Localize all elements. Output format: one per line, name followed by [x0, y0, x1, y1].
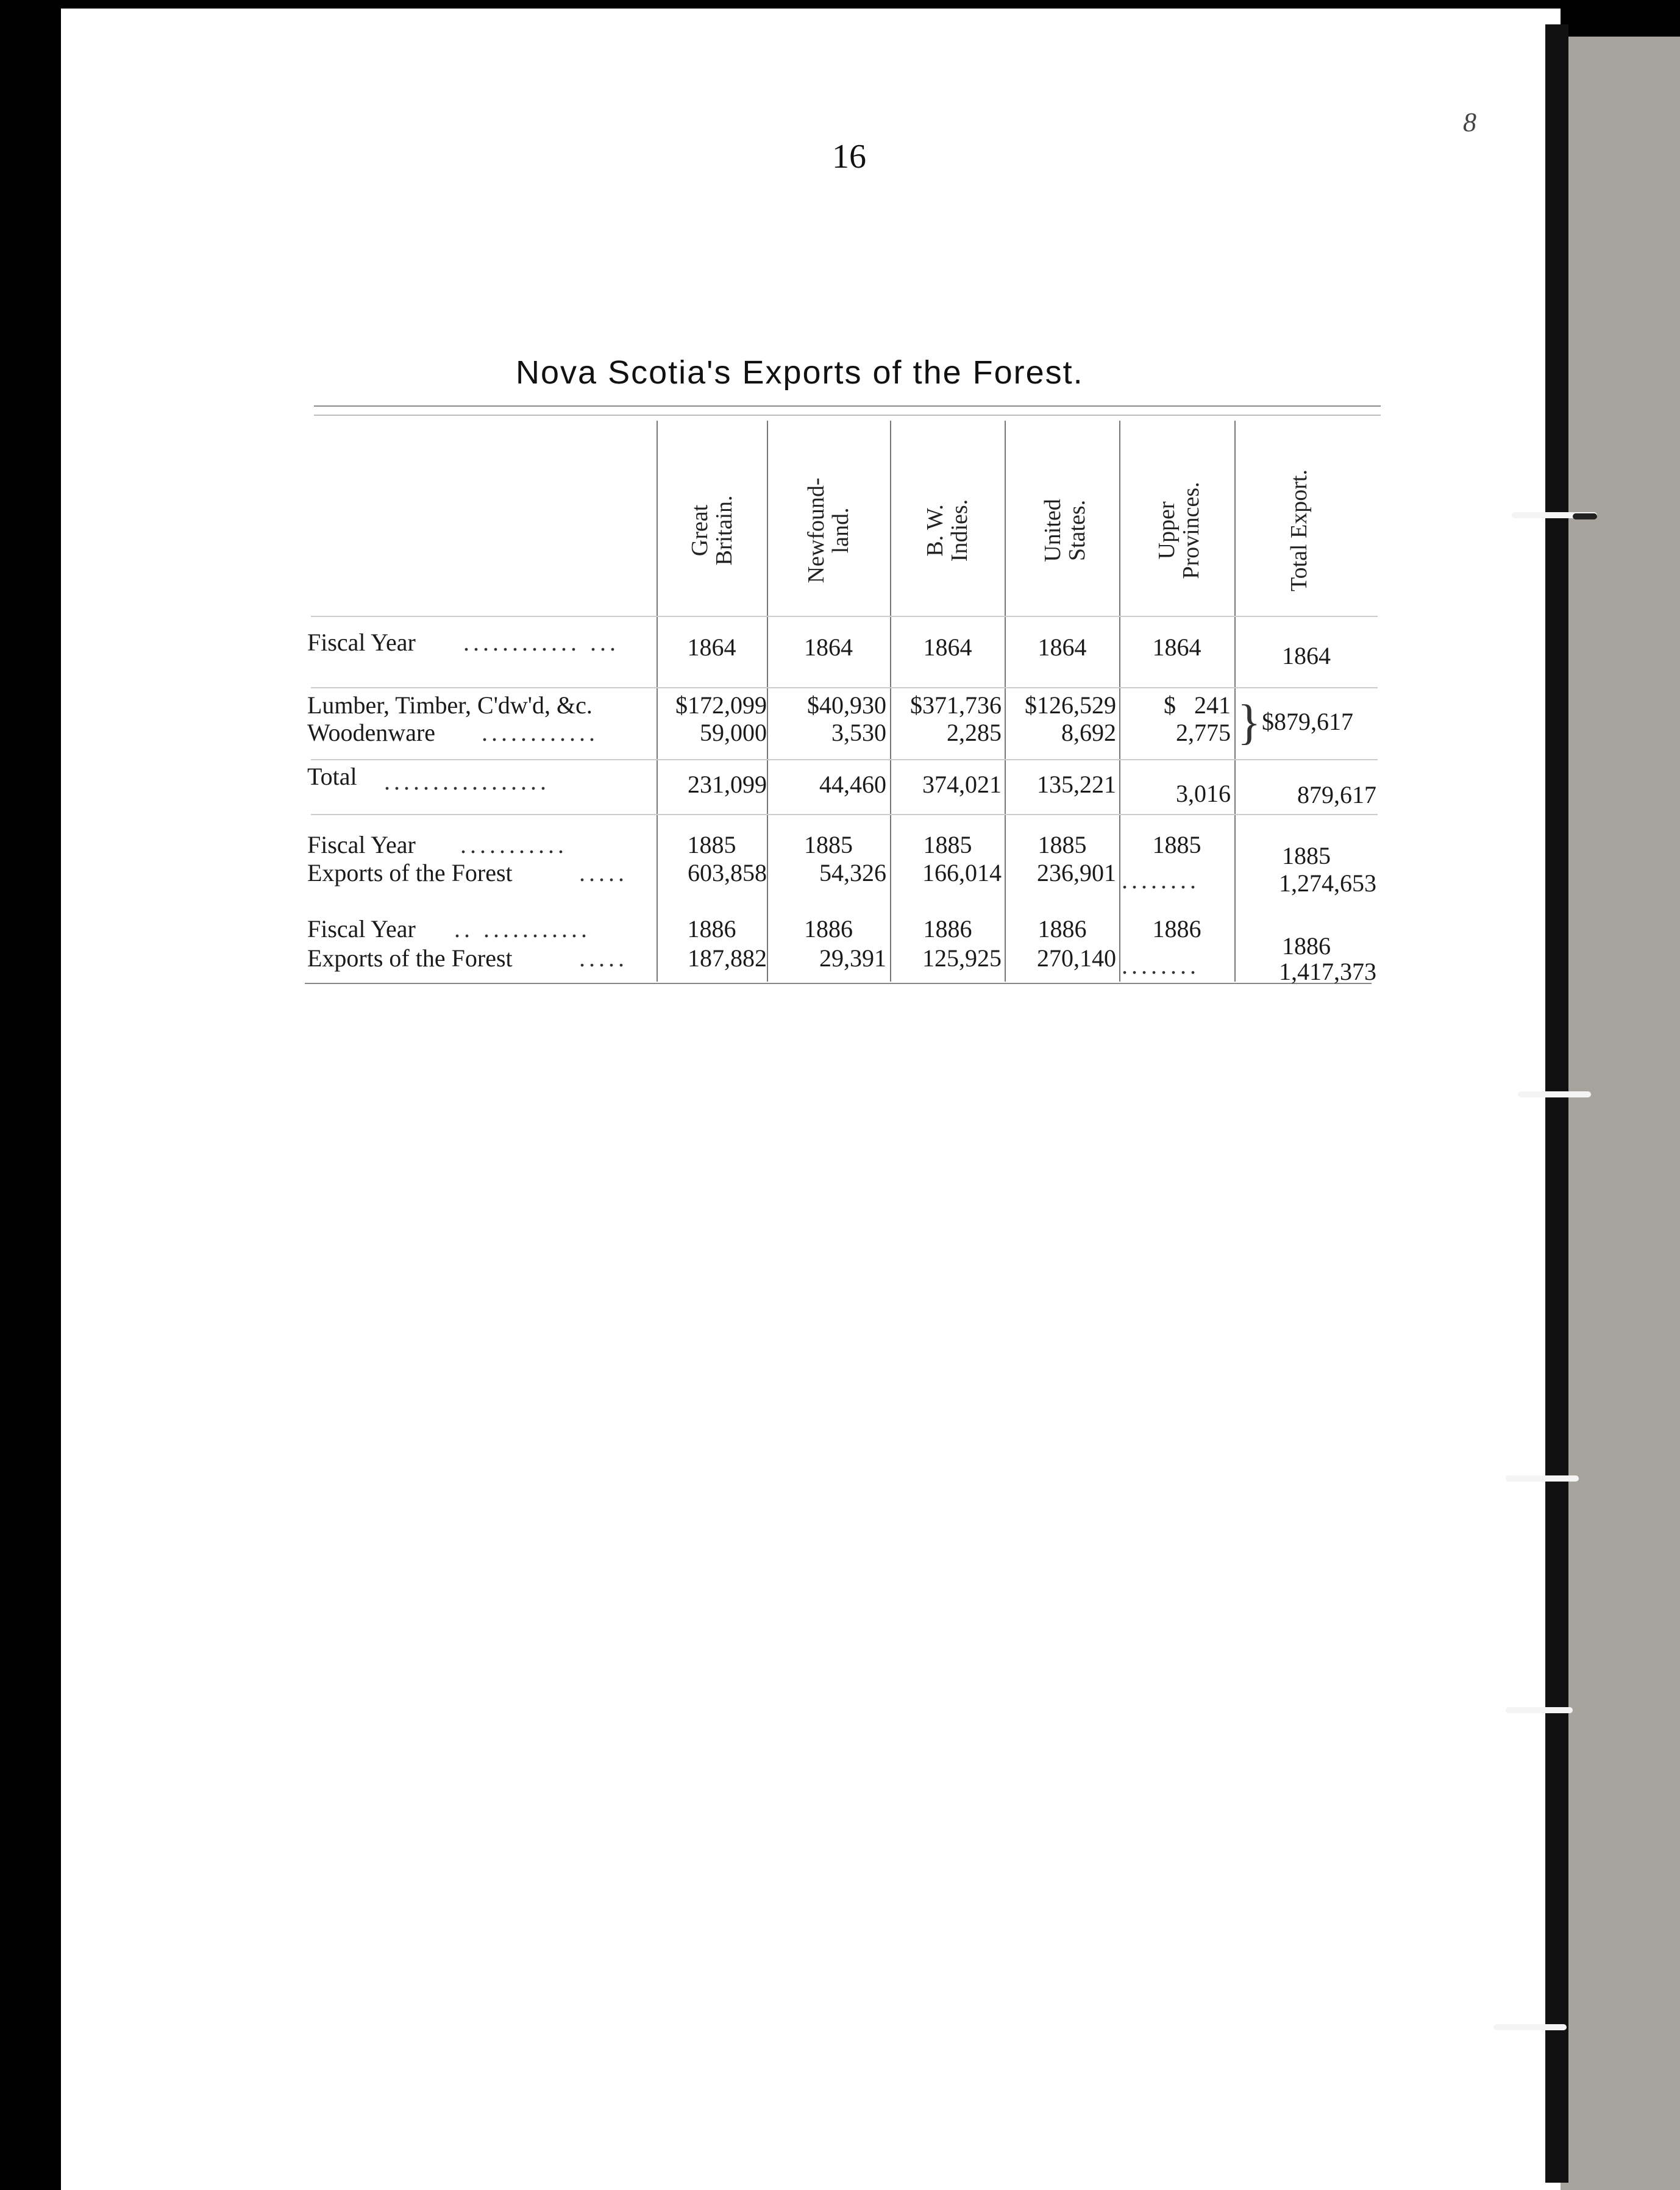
table-cell: $371,736	[910, 691, 1002, 719]
row-label-fiscal-year-1886: Fiscal Year	[307, 915, 416, 943]
table-cell: 2,285	[947, 719, 1002, 746]
table-cell: 603,858	[688, 859, 767, 886]
table-cell: 1864	[1282, 642, 1331, 669]
table-cell: 1864	[687, 633, 736, 661]
combined-brace: }	[1237, 696, 1261, 749]
leader-dots: ........	[1122, 952, 1200, 979]
table-cell: 3,530	[831, 719, 886, 746]
table-cell: $126,529	[1025, 691, 1116, 719]
table-cell: 1886	[804, 915, 853, 943]
table-cell: $ 241	[1164, 691, 1231, 719]
table-cell: 1886	[923, 915, 972, 943]
table-cell: 135,221	[1037, 771, 1116, 798]
leader-dots: .................	[384, 768, 550, 795]
page-number: 16	[832, 138, 866, 176]
binding-edge	[1545, 24, 1568, 2183]
table-cell: $40,930	[807, 691, 886, 719]
leader-dots: .....	[579, 944, 628, 972]
table-cell: 1885	[1152, 831, 1201, 858]
row-label-exports-1886: Exports of the Forest	[307, 944, 513, 972]
column-header-united-states: United States.	[1040, 499, 1090, 562]
table-cell: 29,391	[819, 944, 886, 972]
row-label-fiscal-year-1864: Fiscal Year	[307, 629, 416, 656]
column-divider	[1005, 421, 1006, 982]
table-cell: 2,775	[1176, 719, 1231, 746]
table-cell: 1886	[1282, 932, 1331, 960]
table-cell: 1864	[1038, 633, 1087, 661]
binding-stitch	[1518, 1091, 1591, 1097]
column-divider	[767, 421, 768, 982]
leader-dots: .. ...........	[454, 915, 591, 943]
leader-dots: ........	[1122, 866, 1200, 894]
binding-stitch	[1506, 1707, 1573, 1713]
leader-dots: .....	[579, 859, 628, 886]
table-cell: 166,014	[922, 859, 1002, 886]
binding-stitch	[1506, 1475, 1579, 1482]
table-cell: 270,140	[1037, 944, 1116, 972]
table-cell: $172,099	[675, 691, 767, 719]
table-cell: 125,925	[922, 944, 1002, 972]
table-cell: 1864	[804, 633, 853, 661]
table-cell: 1885	[687, 831, 736, 858]
table-cell: 54,326	[819, 859, 886, 886]
row-separator	[311, 814, 1378, 815]
table-cell: 231,099	[688, 771, 767, 798]
table-cell: 44,460	[819, 771, 886, 798]
binding-stitch	[1573, 513, 1597, 519]
corner-pencil-mark: 8	[1463, 107, 1476, 137]
column-header-newfoundland: Newfound- land.	[803, 477, 853, 583]
table-cell: 1864	[1152, 633, 1201, 661]
table-cell: 1886	[687, 915, 736, 943]
binding-stitch	[1493, 2024, 1567, 2030]
backing-board	[1561, 37, 1680, 2190]
leader-dots: ...........	[460, 831, 568, 858]
column-header-bw-indies: B. W. Indies.	[922, 499, 972, 562]
row-label-woodenware: Woodenware	[307, 719, 436, 746]
table-cell: 1886	[1152, 915, 1201, 943]
row-label-exports-1885: Exports of the Forest	[307, 859, 513, 886]
table-title: Nova Scotia's Exports of the Forest.	[516, 354, 1084, 391]
row-label-lumber: Lumber, Timber, C'dw'd, &c.	[307, 691, 593, 719]
table-cell: 59,000	[700, 719, 767, 746]
combined-total-cell: $879,617	[1262, 708, 1353, 735]
table-cell: 879,617	[1297, 781, 1376, 808]
row-separator	[311, 759, 1378, 760]
table-cell: 8,692	[1061, 719, 1116, 746]
leader-dots: ............	[482, 719, 599, 746]
row-separator	[311, 687, 1378, 688]
table-cell: 1,274,653	[1279, 869, 1376, 897]
column-header-upper-provinces: Upper Provinces.	[1154, 482, 1204, 579]
table-cell: 1864	[923, 633, 972, 661]
row-label-fiscal-year-1885: Fiscal Year	[307, 831, 416, 858]
table-cell: 187,882	[688, 944, 767, 972]
column-divider	[1119, 421, 1120, 982]
table-cell: 1885	[1282, 842, 1331, 869]
column-header-great-britain: Great Britain.	[687, 495, 737, 566]
column-header-total-export: Total Export.	[1286, 469, 1312, 591]
table-cell: 374,021	[922, 771, 1002, 798]
leader-dots: ............ ...	[463, 629, 619, 656]
column-divider	[890, 421, 891, 982]
row-label-total: Total	[307, 763, 357, 790]
table-cell: 236,901	[1037, 859, 1116, 886]
scanned-page	[61, 9, 1561, 2190]
table-cell: 1885	[1038, 831, 1087, 858]
table-cell: 1885	[804, 831, 853, 858]
table-cell: 1885	[923, 831, 972, 858]
column-divider	[1234, 421, 1236, 982]
table-bottom-rule	[305, 983, 1372, 984]
table-cell: 1886	[1038, 915, 1087, 943]
table-cell: 3,016	[1176, 780, 1231, 807]
table-cell: 1,417,373	[1279, 958, 1376, 985]
